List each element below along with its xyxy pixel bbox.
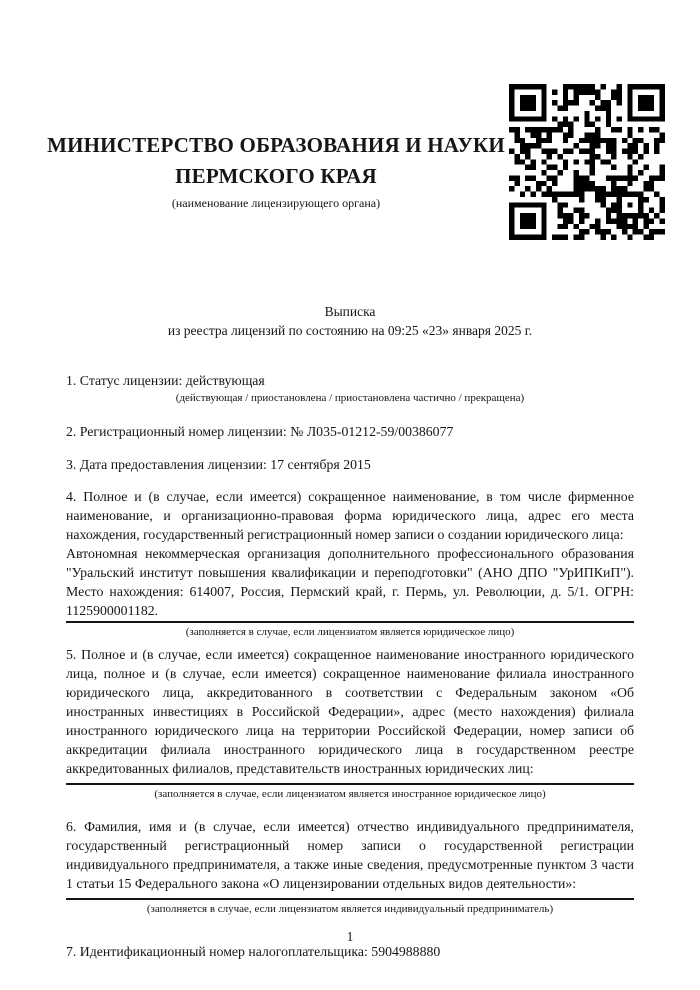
field-grant-date: 3. Дата предоставления лицензии: 17 сентября 2015 <box>66 457 371 472</box>
field-individual-entrepreneur-note: (заполняется в случае, если лицензиатом является индивидуальный предприниматель) <box>146 903 554 915</box>
licensing-authority-header <box>45 130 507 211</box>
field-foreign-entity-label: 5. Полное и (в случае, если имеется) сокращенное наименование иностранного юридического лица, полное и (в случае, если имеется) сокращенное наименование филиала иностранного юридического лица, аккредитованного в соответствии с Федеральным законом «Об иностранных инвестициях в Российской Федерации», адрес (место нахождения) филиала иностранного юридического лица на территории Российской Федерации, номер записи об аккредитации филиала иностранного юридического лица в государственном реестре аккредитованных филиалов, представительств иностранных юридических лиц: <box>66 647 634 776</box>
ministry-name-line1: МИНИСТЕРСТВО ОБРАЗОВАНИЯ И НАУКИ <box>47 133 505 157</box>
field-individual-entrepreneur <box>66 817 634 893</box>
licensing-authority-caption: (наименование лицензирующего органа) <box>171 196 381 210</box>
field-license-status-note: (действующая / приостановлена / приостановлена частично / прекращена) <box>175 392 525 404</box>
document-title <box>0 302 700 340</box>
foreign-entity-underline <box>66 783 634 785</box>
document-title-line1: Выписка <box>324 304 376 319</box>
ministry-name-line2: ПЕРМСКОГО КРАЯ <box>175 164 377 188</box>
legal-entity-underline <box>66 621 634 623</box>
field-inn: 7. Идентификационный номер налогоплательщика: 5904988880 <box>66 944 441 959</box>
page-number: 1 <box>346 929 354 944</box>
field-registration-number: 2. Регистрационный номер лицензии: № Л035-01212-59/00386077 <box>66 424 454 439</box>
field-legal-entity-note: (заполняется в случае, если лицензиатом является юридическое лицо) <box>185 626 515 638</box>
qr-code-icon <box>509 84 665 240</box>
field-license-status: 1. Статус лицензии: действующая <box>66 373 265 388</box>
document-title-line2: из реестра лицензий по состоянию на 09:25 «23» января 2025 г. <box>167 323 533 338</box>
field-foreign-entity <box>66 645 634 778</box>
field-foreign-entity-note: (заполняется в случае, если лицензиатом является иностранное юридическое лицо) <box>154 788 546 800</box>
field-legal-entity-value: Автономная некоммерческая организация дополнительного профессионального образования "Уральский институт повышения квалификации и переподготовки" (АНО ДПО "УрИПКиП"). Место нахождения: 614007, Россия, Пермский край, г. Пермь, ул. Революции, д. 5/1. ОГРН: 1125900001182. <box>66 546 634 618</box>
field-individual-entrepreneur-label: 6. Фамилия, имя и (в случае, если имеется) отчество индивидуального предпринимателя, государственный регистрационный номер записи о государственной регистрации индивидуального предпринимателя, а также иные сведения, предусмотренные пунктом 3 части 1 статьи 15 Федерального закона «О лицензировании отдельных видов деятельности»: <box>66 819 634 891</box>
document-body <box>66 371 634 961</box>
field-legal-entity <box>66 487 634 620</box>
individual-entrepreneur-underline <box>66 898 634 900</box>
field-legal-entity-label: 4. Полное и (в случае, если имеется) сокращенное наименование, в том числе фирменное наименование, и организационно-правовая форма юридического лица, адрес его места нахождения, государственный регистрационный номер записи о создании юридического лица: <box>66 489 634 542</box>
